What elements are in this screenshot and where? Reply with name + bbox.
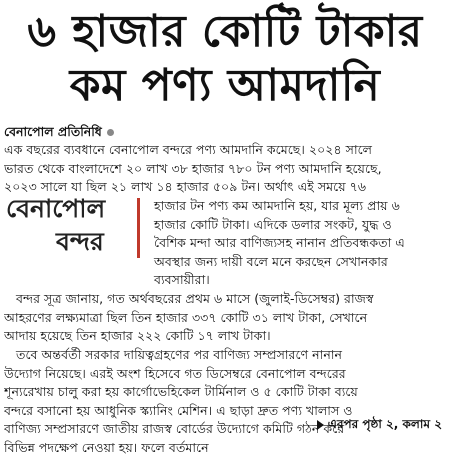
text-line: বৈশিক মন্দা আর বাণিজ্যসহ নানান প্রতিবন্ধকতা এ	[154, 235, 405, 251]
continued-text: এরপর পৃষ্ঠা ২, কলাম ২	[327, 417, 442, 431]
text-line: ২০২৩ সালে যা ছিল ২১ লাখ ১৪ হাজার ৫০৯ টন। অর্থাৎ এই সময়ে ৭৬	[4, 179, 367, 195]
text-line: উদ্যোগ নিয়েছে। এরই অংশ হিসেবে গত ডিসেম্বরে বেনাপোল বন্দরের	[4, 365, 346, 381]
text-line: হাজার কোটি টাকা। এদিকে ডলার সংকট, যুদ্ধ ও	[154, 216, 392, 232]
headline-line-2: কম পণ্য আমদানি	[69, 60, 381, 111]
byline-text: বেনাপোল প্রতিনিধি	[4, 124, 102, 139]
text-line: আদায় হয়েছে তিন হাজার ২২২ কোটি ১৭ লাখ টাকা।	[4, 328, 271, 344]
article-paragraph-2	[4, 290, 444, 346]
continued-on-page-ref	[317, 416, 442, 436]
text-line: বন্দর সূত্র জানায়, গত অর্থবছরের প্রথম ৬ মাসে (জুলাই-ডিসেম্বর) রাজস্ব	[16, 291, 374, 306]
text-line: আহরণের লক্ষ্যমাত্রা ছিল তিন হাজার ৩৩৭ কোটি ৩১ লাখ টাকা, সেখানে	[4, 309, 368, 325]
text-line: শূন্যরেখায় চালু করা হয় কার্গোভেহিকেল টার্মিনাল ও ৫ কোটি টাকা ব্যয়ে	[4, 384, 358, 400]
article-paragraph-1	[4, 141, 444, 197]
text-line: বন্দরে বসানো হয় আধুনিক স্ক্যানিং মেশিন। এ ছাড়া দ্রুত পণ্য খালাস ও	[4, 402, 353, 418]
callout-line-2: বন্দর	[56, 227, 104, 256]
text-line: বাণিজ্য সম্প্রসারণে জাতীয় রাজস্ব বোর্ডের উদ্যোগে কমিটি গঠন করে	[4, 421, 345, 437]
text-line: অবস্থার জন্য দায়ী বলে মনে করছেন সেখানকার	[154, 253, 388, 269]
text-line: বিভিন্ন পদক্ষেপ নেওয়া হয়। ফলে বর্তমানে	[4, 439, 209, 455]
bullet-icon	[107, 129, 114, 136]
article-paragraph-3	[4, 346, 444, 458]
callout-line-1: বেনাপোল	[6, 194, 106, 223]
text-line: ব্যবসায়ীরা।	[154, 272, 210, 288]
text-line: এক বছরের ব্যবধানে বেনাপোল বন্দরে পণ্য আমদানি কমেছে। ২০২৪ সালে	[4, 142, 373, 157]
text-line: ভারত থেকে বাংলাদেশে ২০ লাখ ৩৮ হাজার ৭৮০ টন পণ্য আমদানি হয়েছে,	[4, 160, 382, 176]
article-paragraph-1-continued	[4, 197, 444, 290]
headline-line-1: ৬ হাজার কোটি টাকার	[27, 6, 423, 57]
text-line: তবে অন্তর্বর্তী সরকার দায়িত্বগ্রহণের পর বাণিজ্য সম্প্রসারণে নানান	[16, 347, 343, 362]
text-line: হাজার টন পণ্য কম আমদানি হয়, যার মূল্য প্রায় ৬	[154, 198, 400, 213]
arrow-right-icon	[317, 420, 324, 430]
